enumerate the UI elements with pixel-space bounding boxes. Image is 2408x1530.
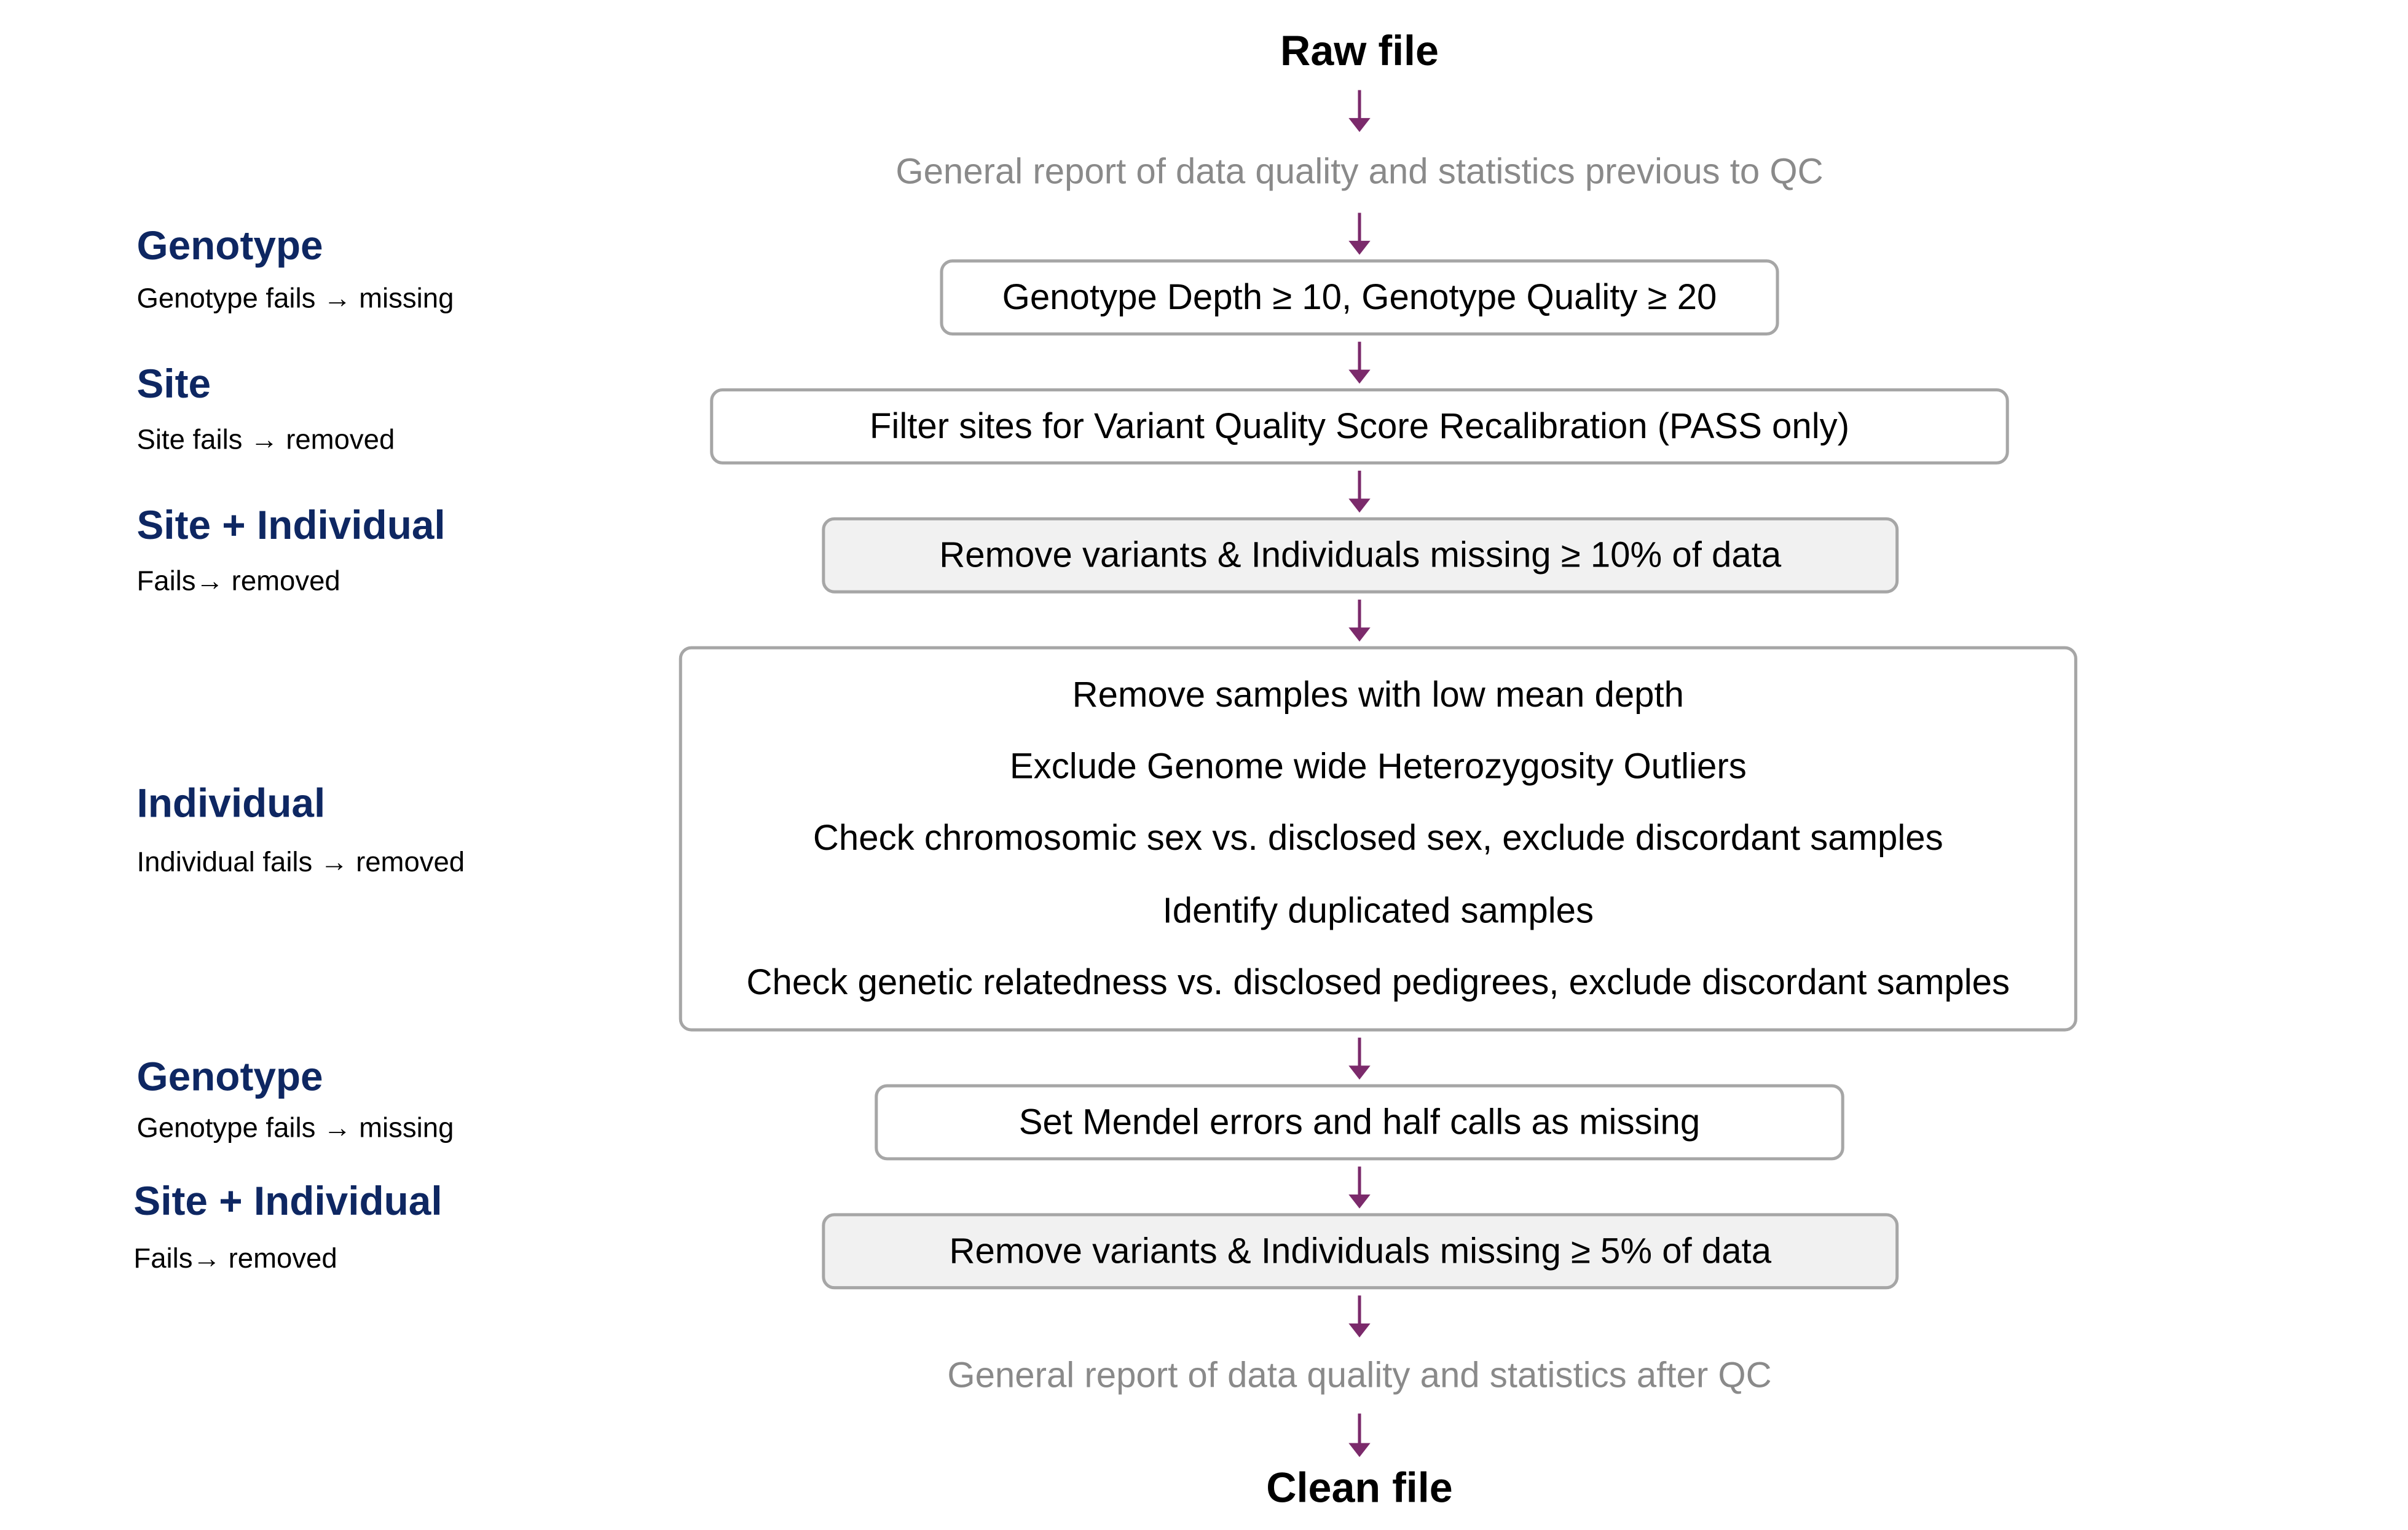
down-arrow-icon xyxy=(1348,471,1370,512)
down-arrow-icon xyxy=(1348,1413,1370,1457)
down-arrow-icon xyxy=(1348,1038,1370,1080)
missing-5-label: Remove variants & Individuals missing ≥ 5% of data xyxy=(949,1230,1772,1271)
category-site-individual-subtitle: Fails→ removed xyxy=(136,565,340,597)
category-genotype-2-title: Genotype xyxy=(136,1053,323,1100)
individual-step-relatedness: Check genetic relatedness vs. disclosed pedigrees, exclude discordant samples xyxy=(746,962,2010,1003)
report-after-qc: General report of data quality and statistics after QC xyxy=(947,1354,1772,1395)
down-arrow-icon xyxy=(1348,1167,1370,1209)
genotype-filter-label: Genotype Depth ≥ 10, Genotype Quality ≥ 20 xyxy=(1002,276,1717,317)
raw-file-label: Raw file xyxy=(1280,28,1439,75)
clean-file-label: Clean file xyxy=(1266,1464,1453,1512)
category-site-title: Site xyxy=(136,360,211,407)
report-before-qc: General report of data quality and statistics previous to QC xyxy=(895,151,1824,191)
category-genotype-2-subtitle: Genotype fails → missing xyxy=(136,1112,454,1144)
down-arrow-icon xyxy=(1348,600,1370,641)
missing-10-label: Remove variants & Individuals missing ≥ 10% of data xyxy=(939,534,1782,575)
category-site-individual-2-title: Site + Individual xyxy=(133,1177,443,1225)
down-arrow-icon xyxy=(1348,90,1370,132)
mendel-errors-box xyxy=(875,1085,1844,1161)
individual-step-heterozygosity: Exclude Genome wide Heterozygosity Outliers xyxy=(1009,745,1747,787)
category-site-individual-title: Site + Individual xyxy=(136,501,446,549)
individual-step-low-depth: Remove samples with low mean depth xyxy=(1072,673,1685,715)
individual-step-sex-check: Check chromosomic sex vs. disclosed sex, exclude discordant samples xyxy=(813,817,1943,858)
genotype-filter-box xyxy=(940,259,1779,335)
category-individual-subtitle: Individual fails → removed xyxy=(136,846,465,878)
individual-step-duplicates: Identify duplicated samples xyxy=(1162,890,1594,930)
individual-checks-box xyxy=(679,646,2077,1032)
category-individual-title: Individual xyxy=(136,780,326,826)
mendel-errors-label: Set Mendel errors and half calls as missing xyxy=(1018,1101,1701,1142)
missing-10-box xyxy=(822,517,1898,594)
category-site-individual-2-subtitle: Fails→ removed xyxy=(133,1242,337,1274)
down-arrow-icon xyxy=(1348,1295,1370,1337)
category-genotype-title: Genotype xyxy=(136,222,323,269)
missing-5-box xyxy=(822,1213,1898,1289)
vqsr-filter-label: Filter sites for Variant Quality Score Recalibration (PASS only) xyxy=(869,405,1850,446)
down-arrow-icon xyxy=(1348,213,1370,254)
category-site-subtitle: Site fails → removed xyxy=(136,424,395,455)
category-genotype-subtitle: Genotype fails → missing xyxy=(136,283,454,314)
down-arrow-icon xyxy=(1348,342,1370,383)
vqsr-filter-box xyxy=(710,388,2009,465)
